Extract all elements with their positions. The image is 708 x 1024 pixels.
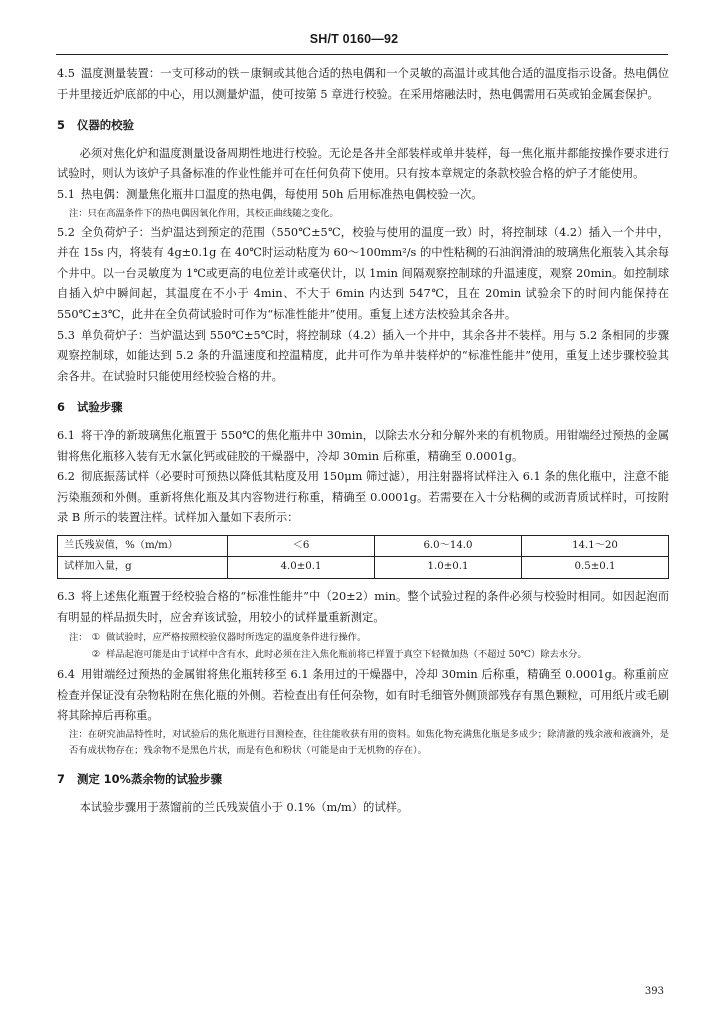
clause-text: 单负荷炉子：当炉温达到 550℃±5℃时，将控制球（4.2）插入一个井中，其余各井不装样。用与 5.2 条相同的步骤观察控制球，如能达到 5.2 条的升温速度和控温精度，此井可作为单井装样炉的“标准性能井”使用，重复上述步骤校验其余各井。在试验时只能使用经校验合格的井。: [57, 328, 669, 383]
table-cell: 14.1～20: [522, 535, 669, 557]
table-cell: 6.0～14.0: [375, 535, 522, 557]
section-title: 测定 10%蒸余物的试验步骤: [76, 772, 223, 787]
clause-number: 5.1: [57, 187, 75, 201]
standard-header: SH/T 0160—92: [309, 32, 399, 46]
clause-5-1: [57, 185, 669, 206]
section-number: 5: [57, 118, 65, 133]
section-title: 仪器的校验: [76, 118, 134, 133]
section-title: 试验步骤: [76, 400, 123, 415]
clause-number: 6.2: [57, 470, 75, 484]
clause-text: 彻底振荡试样（必要时可预热以降低其粘度及用 150μm 筛过滤），用注射器将试样注入 6.1 条的焦化瓶中，注意不能污染瓶颈和外侧。重新将焦化瓶及其内容物进行称重，精确至 0.0001g。若需要在入十分粘稠的或沥青质试样时，可按附录 B 所示的装置注样。试样加入量如下表所示：: [57, 470, 669, 525]
clause-6-2: [57, 467, 669, 529]
section-6-heading: [57, 397, 669, 418]
section-number: 7: [57, 772, 65, 787]
clause-number: 6.1: [57, 428, 75, 442]
clause-6-4-note: 注：在研究油品特性时，对试验后的焦化瓶进行目测检查，往往能收获有用的资料。如焦化物充满焦化瓶是多成少；除清澈的残余液和液滴外，是否有成状物存在；残余物不是黑色片状，而是有色和粉状（可能是由于无机物的存在）。: [69, 729, 669, 757]
table-row-label: 试样加入量，g: [58, 557, 228, 579]
section-5-intro: 必须对焦化炉和温度测量设备周期性地进行校验。无论是各井全部装样或单井装样，每一焦化瓶井都能按操作要求进行试验时，则认为该炉子具备标准的作业性能并可在任何负荷下使用。只有按本章规定的条款校验合格的炉子才能使用。: [57, 146, 669, 181]
clause-number: 6.4: [57, 668, 75, 682]
note-item: [92, 629, 669, 646]
clause-text: 全负荷炉子：当炉温达到预定的范围（550℃±5℃，校验与使用的温度一致）时，将控制球（4.2）插入一个井中，并在 15s 内，将装有 4g±0.1g 在 40℃时运动粘度为 60～100mm²/s 的中性粘稠的石油润滑油的玻璃焦化瓶装入其余每个井中。以一台灵敏度为 1℃或更高的电位差计或毫伏计，以 1min 间隔观察控制球的升温速度，观察 20min。如控制球自插入炉中瞬间起，其温度在不小于 4min、不大于 6min 内达到 547℃，且在 20min 试验余下的时间内能保持在 550℃±3℃，此井在全负荷试验时可作为“标准性能井”使用。重复上述方法校验其余各井。: [57, 225, 669, 321]
clause-6-3: [57, 587, 669, 628]
clause-5-1-note: 注：只在高温条件下的热电偶因氧化作用，其校正曲线随之变化。: [69, 207, 339, 219]
clause-5-2: [57, 223, 669, 326]
section-number: 6: [57, 400, 65, 415]
table-cell: 4.0±0.1: [228, 557, 375, 579]
note-label: 注：: [69, 632, 88, 644]
section-5-heading: [57, 115, 669, 136]
clause-4-5: [57, 64, 669, 105]
note-text: 做试验时，应严格按照校验仪器时所选定的温度条件进行操作。: [105, 632, 367, 644]
section-7-heading: [57, 769, 669, 790]
table-row: [58, 557, 669, 579]
clause-number: 4.5: [57, 67, 75, 80]
clause-text: 用钳端经过预热的金属钳将焦化瓶转移至 6.1 条用过的干燥器中，冷却 30min 后称重，精确至 0.0001g。称重前应检查并保证没有杂物粘附在焦化瓶的外侧。若检查出有任何杂物，如有时毛细管外侧顶部残存有黑色颗粒，可用纸片或毛刷将其除掉后再称重。: [57, 668, 669, 723]
clause-number: 5.3: [57, 328, 75, 342]
note-number: ②: [91, 649, 100, 661]
note-item: [92, 646, 669, 663]
clause-text: 将上述焦化瓶置于经校验合格的“标准性能井”中（20±2）min。整个试验过程的条件必须与校验时相同。如因起泡而有明显的样品损失时，应舍弃该试验，用较小的试样量重新测定。: [57, 590, 669, 624]
clause-text: 温度测量装置：一支可移动的铁－康铜或其他合适的热电偶和一个灵敏的高温计或其他合适的温度指示设备。热电偶位于井里接近炉底部的中心，用以测量炉温，使可按第 5 章进行校验。在采用熔融法时，热电偶需用石英或铂金属套保护。: [57, 67, 669, 101]
clause-number: 5.2: [57, 225, 75, 239]
table-row-label: 兰氏残炭值，%（m/m）: [58, 535, 228, 557]
section-7-intro: 本试验步骤用于蒸馏前的兰氏残炭值小于 0.1%（m/m）的试样。: [79, 800, 409, 814]
sample-amount-table: [57, 535, 669, 579]
clause-text: 将干净的新玻璃焦化瓶置于 550℃的焦化瓶井中 30min，以除去水分和分解外来的有机物质。用钳端经过预热的金属钳将焦化瓶移入装有无水氯化钙或硅胶的干燥器中，冷却 30min 后称重，精确至 0.0001g。: [57, 428, 669, 463]
note-number: ①: [91, 632, 100, 644]
document-body: [57, 64, 669, 818]
clause-6-4: [57, 665, 669, 727]
table-row: [58, 535, 669, 557]
clause-number: 6.3: [57, 590, 75, 604]
table-cell: ＜6: [228, 535, 375, 557]
clause-6-3-notes: [57, 629, 669, 663]
page-number: 393: [644, 986, 664, 997]
header-rule: [56, 54, 668, 55]
table-cell: 1.0±0.1: [375, 557, 522, 579]
note-text: 样品起泡可能是由于试样中含有水，此时必须在注入焦化瓶前将已样置于真空下轻微加热（不超过 50℃）除去水分。: [105, 649, 587, 661]
clause-5-3: [57, 326, 669, 388]
table-cell: 0.5±0.1: [522, 557, 669, 579]
clause-text: 热电偶：测量焦化瓶井口温度的热电偶，每使用 50h 后用标准热电偶校验一次。: [80, 187, 483, 201]
clause-6-1: [57, 426, 669, 467]
